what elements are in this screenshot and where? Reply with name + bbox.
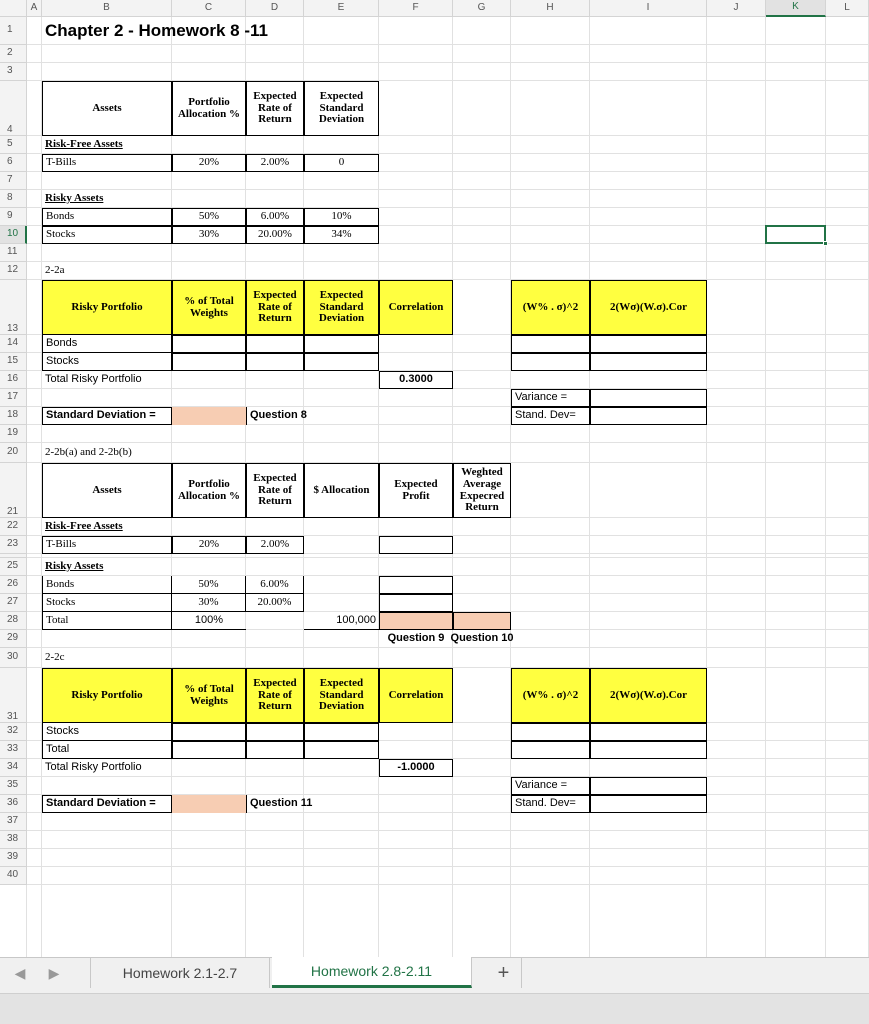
col-header-weights: % of Total Weights xyxy=(172,668,246,723)
column-header-b[interactable]: B xyxy=(42,0,172,17)
gridline-vertical xyxy=(589,0,590,957)
row-header-12[interactable]: 12 xyxy=(0,262,27,280)
input-bonds-profit[interactable] xyxy=(379,576,453,594)
label-standard-deviation: Standard Deviation = xyxy=(42,795,172,813)
col-header-correlation: Correlation xyxy=(379,668,453,723)
row-header-5[interactable]: 5 xyxy=(0,136,27,154)
input-weighted-variance[interactable] xyxy=(511,353,590,371)
row-header-13[interactable]: 13 xyxy=(0,280,27,335)
gridline-horizontal xyxy=(0,830,869,831)
label-bonds[interactable]: Bonds xyxy=(42,208,172,226)
value-tbills-return[interactable]: 2.00% xyxy=(246,154,304,172)
row-header-39[interactable]: 39 xyxy=(0,849,27,867)
label-stocks[interactable]: Stocks xyxy=(42,226,172,244)
row-header-19[interactable]: 19 xyxy=(0,425,27,443)
column-header-d[interactable]: D xyxy=(246,0,304,17)
row-header-16[interactable]: 16 xyxy=(0,371,27,389)
input-sd[interactable] xyxy=(304,353,379,371)
input-covariance[interactable] xyxy=(590,723,707,741)
input-weight[interactable] xyxy=(172,353,246,371)
col-header-assets: Assets xyxy=(42,81,172,136)
gridline-vertical xyxy=(825,0,826,957)
col-header-expected-sd: Expected Standard Deviation xyxy=(304,668,379,723)
row-header-36[interactable]: 36 xyxy=(0,795,27,813)
col-header-dollar-allocation: $ Allocation xyxy=(304,463,379,518)
section-label-2-2b: 2-2b(a) and 2-2b(b) xyxy=(45,446,132,459)
column-header-i[interactable]: I xyxy=(590,0,707,17)
col-header-assets: Assets xyxy=(42,463,172,518)
row-header-30[interactable]: 30 xyxy=(0,648,27,668)
select-all-corner[interactable] xyxy=(0,0,27,17)
input-return[interactable] xyxy=(246,335,304,353)
sheet-title: Chapter 2 - Homework 8 -11 xyxy=(45,21,268,41)
label-variance[interactable]: Variance = xyxy=(511,777,590,795)
row-label-r1[interactable]: Stocks xyxy=(42,723,172,741)
sheet-tab-homework-2-8[interactable]: Homework 2.8-2.11 xyxy=(272,957,472,988)
row-header-1[interactable]: 1 xyxy=(0,17,27,45)
input-tbills-profit[interactable] xyxy=(379,536,453,554)
add-sheet-button[interactable]: + xyxy=(486,958,522,988)
row-header-6[interactable]: 6 xyxy=(0,154,27,172)
column-header-a[interactable]: A xyxy=(27,0,42,17)
column-header-l[interactable]: L xyxy=(826,0,869,17)
section-label-s22c: 2-2c xyxy=(45,651,65,664)
col-header-allocation: Portfolio Allocation % xyxy=(172,463,246,518)
row-header-14[interactable]: 14 xyxy=(0,335,27,353)
value-total-allocation[interactable]: 100% xyxy=(172,612,246,630)
label-risk-free-assets: Risk-Free Assets xyxy=(45,520,123,533)
value-stocks-allocation[interactable]: 30% xyxy=(172,226,246,244)
col-header-weighted-variance: (W% . σ)^2 xyxy=(511,280,590,335)
row-header-4[interactable]: 4 xyxy=(0,81,27,136)
col-header-expected-sd: Expected Standard Deviation xyxy=(304,280,379,335)
value-bonds-return[interactable]: 6.00% xyxy=(246,576,304,594)
column-header-g[interactable]: G xyxy=(453,0,511,17)
answer-weighted-return[interactable] xyxy=(453,612,511,630)
col-header-expected-return: Expected Rate of Return xyxy=(246,280,304,335)
row-label-r2[interactable]: Stocks xyxy=(42,353,172,371)
row-header-2[interactable]: 2 xyxy=(0,45,27,63)
next-sheet-arrow-icon[interactable]: ▶ xyxy=(48,964,60,981)
row-header-9[interactable]: 9 xyxy=(0,208,27,226)
col-header-allocation: Portfolio Allocation % xyxy=(172,81,246,136)
answer-expected-profit[interactable] xyxy=(379,612,453,630)
row-header-35[interactable]: 35 xyxy=(0,777,27,795)
value-correlation[interactable]: -1.0000 xyxy=(379,759,453,777)
input-covariance[interactable] xyxy=(590,353,707,371)
value-stocks-return[interactable]: 20.00% xyxy=(246,226,304,244)
input-weighted-variance[interactable] xyxy=(511,723,590,741)
row-header-11[interactable]: 11 xyxy=(0,244,27,262)
row-header-28[interactable]: 28 xyxy=(0,612,27,630)
value-tbills-allocation[interactable]: 20% xyxy=(172,154,246,172)
input-weighted-variance[interactable] xyxy=(511,335,590,353)
value-bonds-return[interactable]: 6.00% xyxy=(246,208,304,226)
input-return[interactable] xyxy=(246,741,304,759)
col-header-weights: % of Total Weights xyxy=(172,280,246,335)
input-weight[interactable] xyxy=(172,741,246,759)
input-covariance[interactable] xyxy=(590,741,707,759)
value-correlation[interactable]: 0.3000 xyxy=(379,371,453,389)
column-header-f[interactable]: F xyxy=(379,0,453,17)
value-stocks-return[interactable]: 20.00% xyxy=(246,594,304,612)
row-header-32[interactable]: 32 xyxy=(0,723,27,741)
label-question-9: Question 9 xyxy=(387,632,445,645)
label-tbills[interactable]: T-Bills xyxy=(42,154,172,172)
col-header-expected-profit: Expected Profit xyxy=(379,463,453,518)
row-label-r2[interactable]: Total xyxy=(42,741,172,759)
gridline-vertical xyxy=(765,0,766,957)
row-label-total-risky[interactable]: Total Risky Portfolio xyxy=(45,373,142,386)
input-return[interactable] xyxy=(246,723,304,741)
value-bonds-allocation[interactable]: 50% xyxy=(172,208,246,226)
row-label-total-risky[interactable]: Total Risky Portfolio xyxy=(45,761,142,774)
input-covariance[interactable] xyxy=(590,335,707,353)
row-header-34[interactable]: 34 xyxy=(0,759,27,777)
input-sd[interactable] xyxy=(304,741,379,759)
label-risky-assets: Risky Assets xyxy=(45,192,104,205)
label-tbills[interactable]: T-Bills xyxy=(42,536,172,554)
row-header-40[interactable]: 40 xyxy=(0,867,27,885)
input-return[interactable] xyxy=(246,353,304,371)
col-header-correlation: Correlation xyxy=(379,280,453,335)
value-bonds-allocation[interactable]: 50% xyxy=(172,576,246,594)
col-header-weighted-variance: (W% . σ)^2 xyxy=(511,668,590,723)
row-header-3[interactable]: 3 xyxy=(0,63,27,81)
row-header-18[interactable]: 18 xyxy=(0,407,27,425)
row-header-38[interactable]: 38 xyxy=(0,831,27,849)
row-header-15[interactable]: 15 xyxy=(0,353,27,371)
gridline-horizontal xyxy=(0,884,869,885)
input-sd[interactable] xyxy=(304,335,379,353)
input-weight[interactable] xyxy=(172,723,246,741)
input-stand-dev[interactable] xyxy=(590,795,707,813)
column-header-j[interactable]: J xyxy=(707,0,766,17)
column-header-k[interactable]: K xyxy=(766,0,826,17)
label-stand-dev[interactable]: Stand. Dev= xyxy=(511,407,590,425)
row-header-31[interactable]: 31 xyxy=(0,668,27,723)
selected-cell-k10[interactable] xyxy=(765,225,826,244)
label-stand-dev[interactable]: Stand. Dev= xyxy=(511,795,590,813)
value-stocks-allocation[interactable]: 30% xyxy=(172,594,246,612)
label-total[interactable]: Total xyxy=(42,612,172,630)
input-weight[interactable] xyxy=(172,335,246,353)
col-header-weighted-return: Weghted Average Expecred Return xyxy=(453,463,511,518)
value-tbills-return[interactable]: 2.00% xyxy=(246,536,304,554)
gridline-horizontal xyxy=(0,848,869,849)
label-question: Question 8 xyxy=(246,407,304,425)
value-stocks-sd[interactable]: 34% xyxy=(304,226,379,244)
gridline-vertical xyxy=(706,0,707,957)
label-question-10: Question 10 xyxy=(450,632,514,645)
gridline-horizontal xyxy=(0,866,869,867)
sheet-tab-bar xyxy=(0,957,869,993)
col-header-expected-return: Expected Rate of Return xyxy=(246,463,304,518)
column-header-c[interactable]: C xyxy=(172,0,246,17)
row-header-21[interactable]: 21 xyxy=(0,463,27,518)
status-bar xyxy=(0,993,869,1024)
value-tbills-allocation[interactable]: 20% xyxy=(172,536,246,554)
row-header-37[interactable]: 37 xyxy=(0,813,27,831)
label-stocks[interactable]: Stocks xyxy=(42,594,172,612)
prev-sheet-arrow-icon[interactable]: ◀ xyxy=(14,964,26,981)
column-header-h[interactable]: H xyxy=(511,0,590,17)
gridline-horizontal xyxy=(0,62,869,63)
column-header-e[interactable]: E xyxy=(304,0,379,17)
label-risky-assets: Risky Assets xyxy=(45,560,104,573)
col-header-risky-portfolio: Risky Portfolio xyxy=(42,280,172,335)
row-header-7[interactable]: 7 xyxy=(0,172,27,190)
row-header-29[interactable]: 29 xyxy=(0,630,27,648)
row-header-23[interactable]: 23 xyxy=(0,536,27,554)
row-header-26[interactable]: 26 xyxy=(0,576,27,594)
col-header-expected-return: Expected Rate of Return xyxy=(246,668,304,723)
label-risk-free-assets: Risk-Free Assets xyxy=(45,138,123,151)
col-header-expected-return: Expected Rate of Return xyxy=(246,81,304,136)
col-header-expected-sd: Expected Standard Deviation xyxy=(304,81,379,136)
row-header-33[interactable]: 33 xyxy=(0,741,27,759)
input-variance[interactable] xyxy=(590,389,707,407)
fill-handle[interactable] xyxy=(823,241,828,246)
col-header-risky-portfolio: Risky Portfolio xyxy=(42,668,172,723)
row-header-8[interactable]: 8 xyxy=(0,190,27,208)
row-header-22[interactable]: 22 xyxy=(0,518,27,536)
col-header-covariance-term: 2(Wσ)(W.σ).Cor xyxy=(590,280,707,335)
input-sd[interactable] xyxy=(304,723,379,741)
row-header-20[interactable]: 20 xyxy=(0,443,27,463)
row-header-10[interactable]: 10 xyxy=(0,226,27,244)
label-question: Question 11 xyxy=(246,795,304,813)
value-bonds-sd[interactable]: 10% xyxy=(304,208,379,226)
answer-standard-deviation[interactable] xyxy=(172,407,246,425)
row-label-r1[interactable]: Bonds xyxy=(42,335,172,353)
row-header-17[interactable]: 17 xyxy=(0,389,27,407)
label-variance[interactable]: Variance = xyxy=(511,389,590,407)
value-total-dollar[interactable]: 100,000 xyxy=(304,612,379,630)
input-weighted-variance[interactable] xyxy=(511,741,590,759)
label-bonds[interactable]: Bonds xyxy=(42,576,172,594)
input-stocks-profit[interactable] xyxy=(379,594,453,612)
input-stand-dev[interactable] xyxy=(590,407,707,425)
answer-standard-deviation[interactable] xyxy=(172,795,246,813)
label-standard-deviation: Standard Deviation = xyxy=(42,407,172,425)
input-variance[interactable] xyxy=(590,777,707,795)
row-header-25[interactable]: 25 xyxy=(0,558,27,576)
section-label-s22a: 2-2a xyxy=(45,264,65,277)
row-header-27[interactable]: 27 xyxy=(0,594,27,612)
sheet-tab-homework-2-1[interactable]: Homework 2.1-2.7 xyxy=(90,958,270,988)
value-tbills-sd[interactable]: 0 xyxy=(304,154,379,172)
col-header-covariance-term: 2(Wσ)(W.σ).Cor xyxy=(590,668,707,723)
